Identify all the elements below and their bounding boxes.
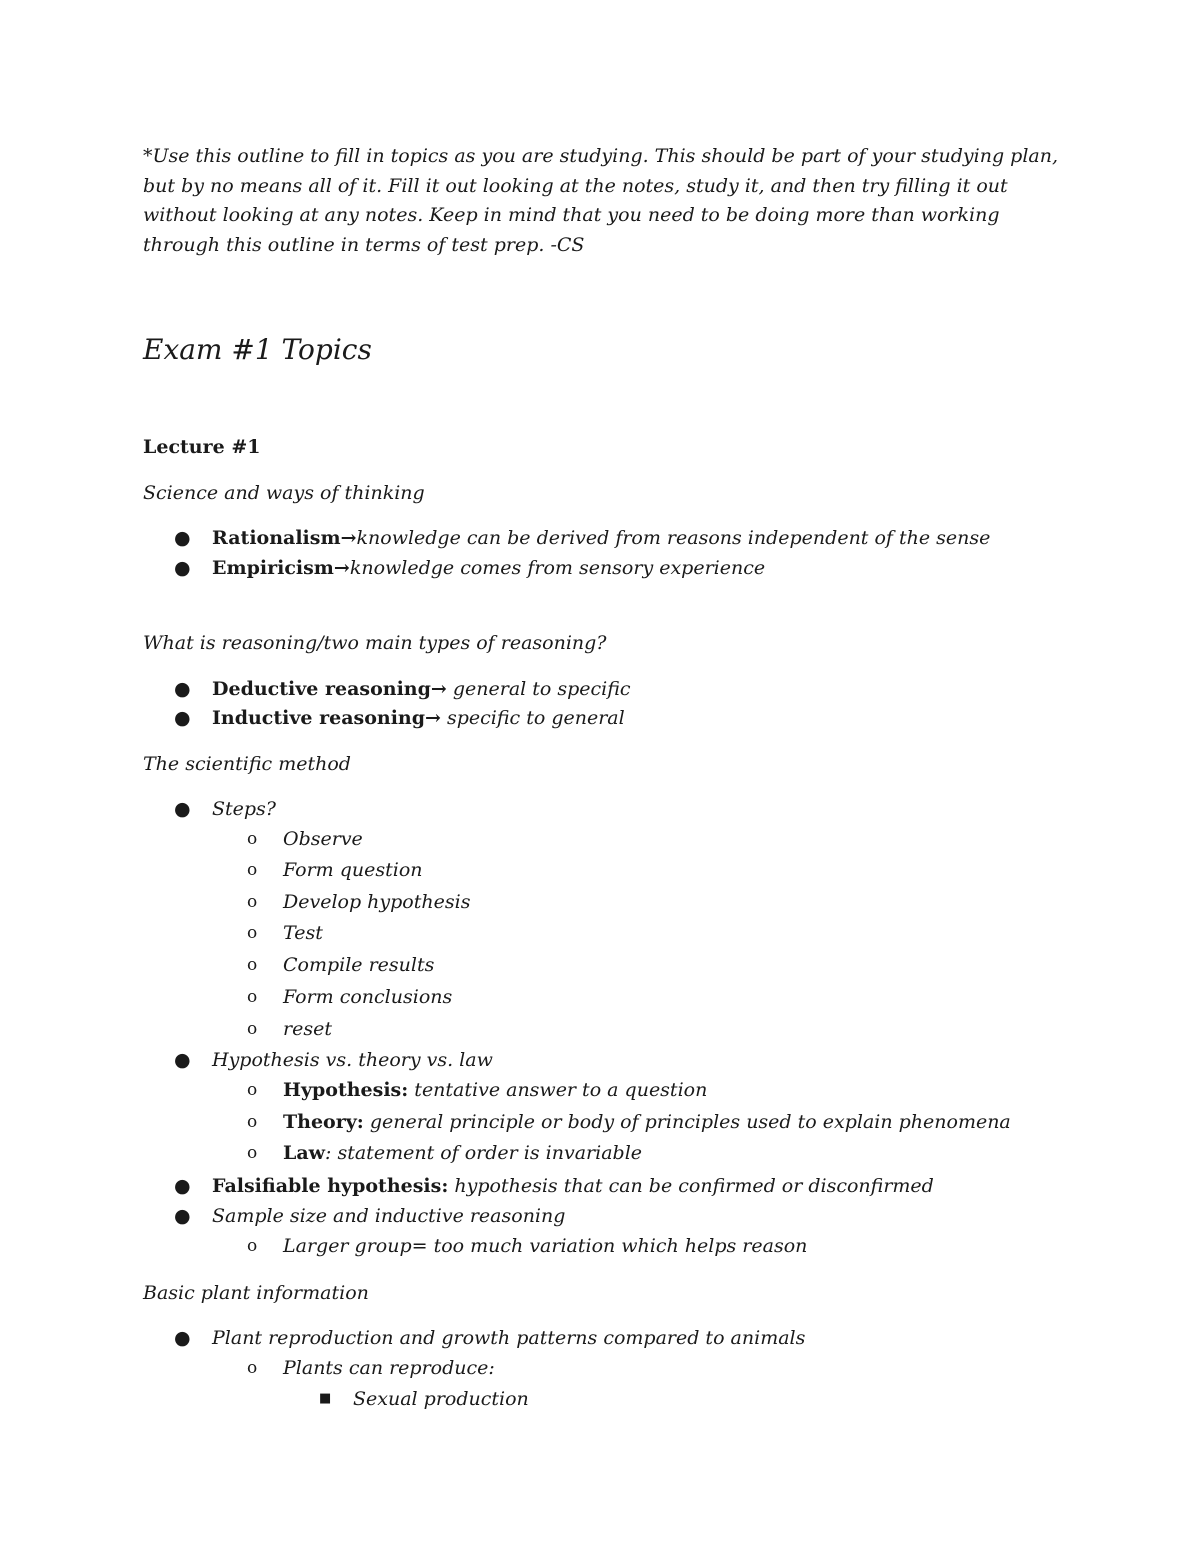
term-description: knowledge comes from sensory experience bbox=[349, 557, 766, 579]
list-item-step bbox=[247, 887, 471, 917]
bullet-icon: o bbox=[247, 860, 258, 880]
item-text: Observe bbox=[283, 828, 363, 850]
term-label: Deductive reasoning bbox=[212, 678, 431, 700]
term-label: Inductive reasoning bbox=[212, 707, 426, 729]
intro-note: *Use this outline to fill in topics as you are studying. This should be part of your studying plan, but by no means all of it. Fill it out looking at the notes, study it, and then try filling it out without looking at any notes. Keep in mind that you need to be doing more than working through this outline in terms of test prep. -CS bbox=[143, 145, 1059, 257]
term-description: general to specific bbox=[446, 678, 631, 700]
term-label: Falsifiable hypothesis: bbox=[212, 1175, 449, 1197]
section-title-science: Science and ways of thinking bbox=[143, 482, 425, 504]
arrow-icon: → bbox=[340, 527, 357, 549]
bullet-icon: o bbox=[247, 923, 258, 943]
term-description: tentative answer to a question bbox=[408, 1079, 708, 1101]
list-item-step bbox=[247, 1014, 332, 1044]
item-text: Test bbox=[283, 922, 323, 944]
bullet-icon: ● bbox=[174, 678, 191, 700]
list-item-empiricism bbox=[174, 553, 766, 583]
item-text: Sample size and inductive reasoning bbox=[212, 1205, 566, 1227]
list-item-sample-size bbox=[174, 1201, 566, 1231]
term-label: Hypothesis: bbox=[283, 1079, 409, 1101]
item-text: Develop hypothesis bbox=[283, 891, 471, 913]
term-description: knowledge can be derived from reasons independent of the sense bbox=[356, 527, 991, 549]
list-item-sexual-production bbox=[319, 1384, 529, 1414]
item-text: Hypothesis vs. theory vs. law bbox=[212, 1049, 493, 1071]
bullet-icon: o bbox=[247, 1019, 258, 1039]
section-title-reasoning: What is reasoning/two main types of reasoning? bbox=[143, 632, 607, 654]
bullet-icon: ● bbox=[174, 1327, 191, 1349]
lecture-title: Lecture #1 bbox=[143, 436, 261, 458]
list-item-step bbox=[247, 918, 323, 948]
bullet-icon: ■ bbox=[319, 1391, 332, 1406]
bullet-icon: ● bbox=[174, 1049, 191, 1071]
list-item-inductive bbox=[174, 703, 625, 733]
list-item-deductive bbox=[174, 674, 631, 704]
list-item-hypothesis bbox=[247, 1075, 708, 1105]
arrow-icon: → bbox=[333, 557, 350, 579]
bullet-icon: o bbox=[247, 1358, 258, 1378]
list-item-plant-reproduction bbox=[174, 1323, 806, 1353]
bullet-icon: ● bbox=[174, 1205, 191, 1227]
item-text: Form conclusions bbox=[283, 986, 453, 1008]
term-label: Rationalism bbox=[212, 527, 341, 549]
exam-title: Exam #1 Topics bbox=[143, 333, 372, 366]
bullet-icon: o bbox=[247, 1143, 258, 1163]
bullet-icon: o bbox=[247, 1112, 258, 1132]
term-label: Empiricism bbox=[212, 557, 334, 579]
item-text: Sexual production bbox=[353, 1388, 529, 1410]
bullet-icon: ● bbox=[174, 557, 191, 579]
term-description: : statement of order is invariable bbox=[325, 1142, 643, 1164]
arrow-icon: → bbox=[430, 678, 447, 700]
item-text: reset bbox=[283, 1018, 332, 1040]
list-item-step bbox=[247, 855, 423, 885]
bullet-icon: o bbox=[247, 987, 258, 1007]
bullet-icon: ● bbox=[174, 1175, 191, 1197]
bullet-icon: o bbox=[247, 1236, 258, 1256]
item-text: Plant reproduction and growth patterns compared to animals bbox=[212, 1327, 806, 1349]
term-description: hypothesis that can be confirmed or disconfirmed bbox=[448, 1175, 934, 1197]
section-title-method: The scientific method bbox=[143, 753, 351, 775]
list-item-theory bbox=[247, 1107, 1011, 1137]
list-item-step bbox=[247, 824, 363, 854]
list-item-step bbox=[247, 950, 435, 980]
bullet-icon: o bbox=[247, 829, 258, 849]
item-text: Plants can reproduce: bbox=[283, 1357, 495, 1379]
term-description: general principle or body of principles used to explain phenomena bbox=[363, 1111, 1011, 1133]
bullet-icon: ● bbox=[174, 527, 191, 549]
list-item-step bbox=[247, 982, 453, 1012]
list-item-law bbox=[247, 1138, 643, 1168]
bullet-icon: ● bbox=[174, 707, 191, 729]
list-item-larger-group bbox=[247, 1231, 808, 1261]
section-title-plant: Basic plant information bbox=[143, 1282, 369, 1304]
list-item-plants-can-reproduce bbox=[247, 1353, 495, 1383]
list-item-rationalism bbox=[174, 523, 991, 553]
list-item-falsifiable bbox=[174, 1171, 934, 1201]
arrow-icon: → bbox=[425, 707, 441, 729]
term-label: Law bbox=[283, 1142, 326, 1164]
bullet-icon: o bbox=[247, 892, 258, 912]
list-item-steps bbox=[174, 794, 276, 824]
term-label: Theory: bbox=[283, 1111, 364, 1133]
item-text: Compile results bbox=[283, 954, 435, 976]
term-description: specific to general bbox=[440, 707, 625, 729]
bullet-icon: o bbox=[247, 1080, 258, 1100]
item-text: Form question bbox=[283, 859, 423, 881]
bullet-icon: o bbox=[247, 955, 258, 975]
item-text: Steps? bbox=[212, 798, 276, 820]
bullet-icon: ● bbox=[174, 798, 191, 820]
list-item-hvt bbox=[174, 1045, 493, 1075]
item-text: Larger group= too much variation which helps reason bbox=[283, 1235, 808, 1257]
